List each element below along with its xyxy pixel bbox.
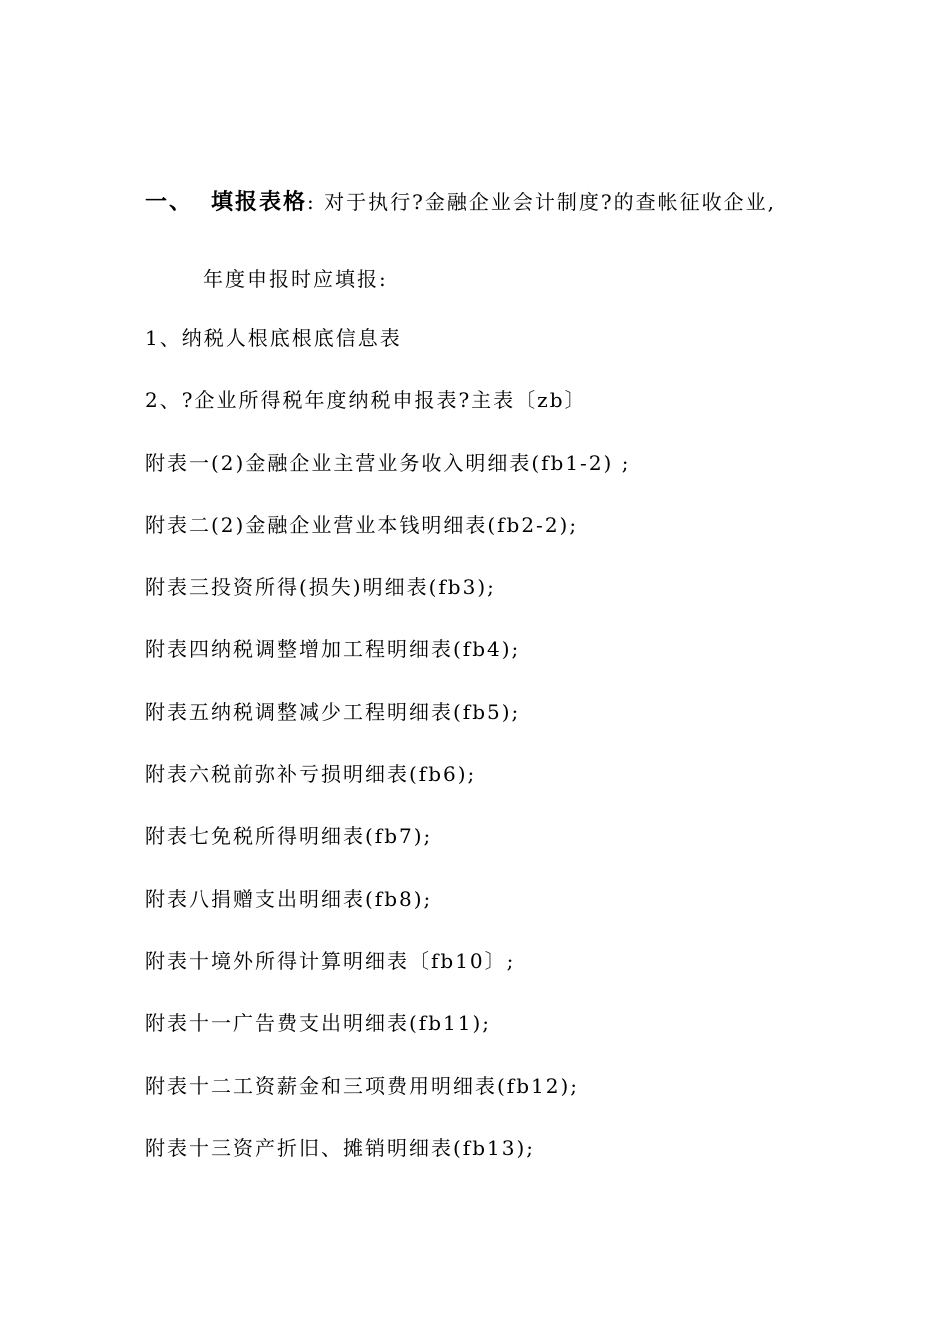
intro-line: 年度申报时应填报: bbox=[203, 267, 388, 291]
list-item: 附表五纳税调整减少工程明细表(fb5); bbox=[145, 699, 521, 724]
section-heading-text: : 对于执行?金融企业会计制度?的查帐征收企业, bbox=[307, 190, 776, 214]
list-item: 2、?企业所得税年度纳税申报表?主表〔zb〕 bbox=[145, 388, 587, 413]
list-item: 1、纳税人根底根底信息表 bbox=[145, 326, 402, 350]
list-item: 附表十二工资薪金和三项费用明细表(fb12); bbox=[145, 1073, 579, 1098]
list-item: 附表七免税所得明细表(fb7); bbox=[145, 824, 433, 849]
section-number: 一、 bbox=[145, 190, 194, 215]
list-item: 附表六税前弥补亏损明细表(fb6); bbox=[145, 762, 477, 787]
list-item: 附表四纳税调整增加工程明细表(fb4); bbox=[145, 637, 521, 662]
list-item: 附表八捐赠支出明细表(fb8); bbox=[145, 886, 433, 911]
list-item: 附表三投资所得(损失)明细表(fb3); bbox=[145, 575, 496, 600]
list-item: 附表十一广告费支出明细表(fb11); bbox=[145, 1011, 491, 1036]
form-list bbox=[145, 324, 630, 1196]
list-item: 附表十境外所得计算明细表〔fb10〕; bbox=[145, 948, 516, 973]
list-item: 附表一(2)金融企业主营业务收入明细表(fb1-2) ; bbox=[145, 450, 631, 475]
list-item: 附表十三资产折旧、摊销明细表(fb13); bbox=[145, 1135, 535, 1160]
list-item: 附表二(2)金融企业营业本钱明细表(fb2-2); bbox=[145, 512, 579, 537]
section-heading bbox=[145, 185, 776, 216]
section-label: 填报表格 bbox=[211, 190, 308, 215]
